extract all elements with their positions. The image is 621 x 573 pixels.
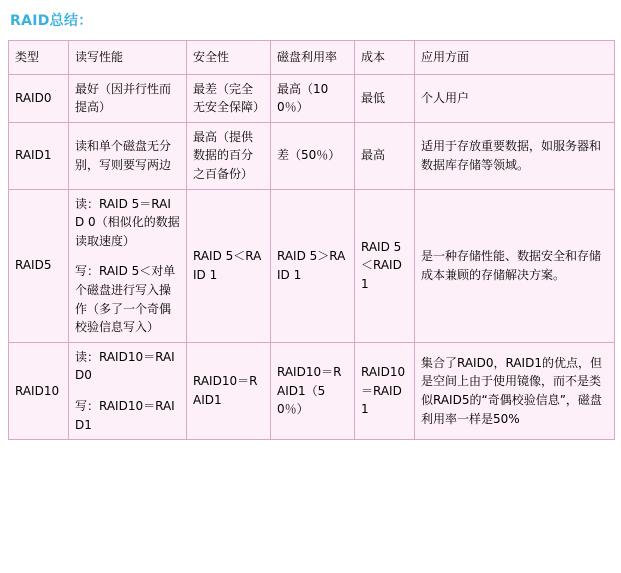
cell-paragraph: 最高（100％） <box>277 81 329 115</box>
cell-rw-performance <box>69 74 187 122</box>
cell-paragraph: 读和单个磁盘无分别，写则要写两边 <box>75 139 172 172</box>
column-header-safety: 安全性 <box>187 41 271 75</box>
cell-rw-performance <box>69 189 187 342</box>
column-header-rw-performance: 读写性能 <box>69 41 187 75</box>
page-title: RAID总结： <box>10 13 93 29</box>
column-header-cost: 成本 <box>355 41 415 75</box>
cell-cost <box>355 342 415 439</box>
cell-application <box>415 74 615 122</box>
cell-disk-utilization <box>271 342 355 439</box>
cell-paragraph: RAID 5＜RAID 1 <box>193 249 262 282</box>
cell-safety <box>187 122 271 189</box>
cell-safety <box>187 189 271 342</box>
cell-type: RAID1 <box>9 122 69 189</box>
cell-disk-utilization <box>271 189 355 342</box>
table-row <box>9 122 615 189</box>
cell-application <box>415 122 615 189</box>
cell-paragraph: 集合了RAID0，RAID1的优点，但是空间上由于使用镜像，而不是类似RAID5的“奇偶校验信息”，磁盘利用率一样是50% <box>421 355 602 426</box>
cell-type: RAID0 <box>9 74 69 122</box>
cell-paragraph: 最低 <box>361 90 386 105</box>
cell-paragraph: RAID 5＜RAID 1 <box>361 239 402 291</box>
column-header-type: 类型 <box>9 41 69 75</box>
cell-application <box>415 189 615 342</box>
cell-disk-utilization <box>271 122 355 189</box>
cell-cost <box>355 122 415 189</box>
table-row <box>9 74 615 122</box>
cell-paragraph: 个人用户 <box>421 90 470 105</box>
cell-paragraph: RAID10＝RAID1 <box>361 365 406 417</box>
cell-paragraph: 最好（因并行性而提高） <box>75 81 172 115</box>
cell-disk-utilization <box>271 74 355 122</box>
cell-paragraph: 最差（完全无安全保障） <box>193 81 266 115</box>
table-header-row <box>9 41 615 75</box>
cell-cost <box>355 74 415 122</box>
cell-application <box>415 342 615 439</box>
column-header-application: 应用方面 <box>415 41 615 75</box>
raid-summary-table <box>8 40 615 440</box>
cell-paragraph: RAID 5＞RAID 1 <box>277 249 346 282</box>
cell-paragraph: RAID10＝RAID1 <box>193 374 258 407</box>
cell-paragraph: RAID10＝RAID1（50％） <box>277 365 342 417</box>
cell-safety <box>187 342 271 439</box>
table-row <box>9 189 615 342</box>
cell-paragraph: 最高 <box>361 148 386 163</box>
cell-safety <box>187 74 271 122</box>
cell-type: RAID10 <box>9 342 69 439</box>
cell-paragraph: 写：RAID 5＜对单个磁盘进行写入操作（多了一个奇偶校验信息写入） <box>75 264 176 335</box>
cell-cost <box>355 189 415 342</box>
cell-paragraph: 差（50％） <box>277 148 341 163</box>
cell-type: RAID5 <box>9 189 69 342</box>
cell-paragraph: 适用于存放重要数据，如服务器和数据库存储等领域。 <box>421 139 602 172</box>
cell-paragraph: 写：RAID10＝RAID1 <box>75 398 175 432</box>
cell-paragraph: 是一种存储性能、数据安全和存储成本兼顾的存储解决方案。 <box>421 249 602 282</box>
column-header-disk-utilization: 磁盘利用率 <box>271 41 355 75</box>
cell-paragraph: 最高（提供数据的百分之百备份） <box>193 129 254 181</box>
cell-paragraph: 读：RAID 5＝RAID 0（相似化的数据读取速度） <box>75 196 180 248</box>
cell-rw-performance <box>69 122 187 189</box>
cell-paragraph: 读：RAID10＝RAID0 <box>75 349 175 383</box>
table-row <box>9 342 615 439</box>
cell-rw-performance <box>69 342 187 439</box>
